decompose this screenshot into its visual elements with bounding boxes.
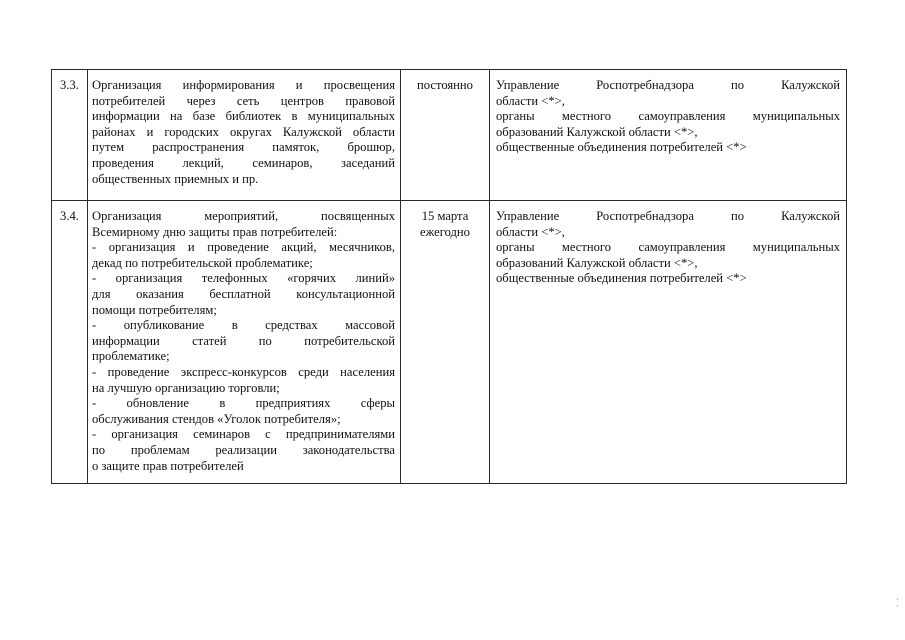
event-line: по проблемам реализации законодательства — [92, 442, 395, 457]
event-line: путем распространения памяток, брошюр, — [92, 140, 395, 155]
table-row — [52, 201, 847, 484]
executor-line: общественные объединения потребителей <*> — [496, 140, 747, 155]
executor-line: органы местного самоуправления муниципальных — [496, 240, 840, 255]
executor-line: области <*>, — [496, 93, 565, 108]
executor-line: Управление Роспотребнадзора по Калужской — [496, 78, 840, 92]
event-term — [401, 201, 490, 484]
event-line: - проведение экспресс-конкурсов среди населения — [92, 364, 395, 379]
event-line: информации на базе библиотек в муниципальных — [92, 109, 395, 124]
event-line: помощи потребителям; — [92, 302, 217, 317]
table-row — [52, 70, 847, 201]
event-line: Организация информирования и просвещения — [92, 78, 395, 92]
event-line: - организация и проведение акций, месячников, — [92, 240, 395, 255]
executor-line: образований Калужской области <*>, — [496, 255, 698, 270]
term-line: постоянно — [417, 78, 473, 92]
event-line: декад по потребительской проблематике; — [92, 255, 313, 270]
event-line: потребителей через сеть центров правовой — [92, 93, 395, 108]
event-description — [88, 201, 401, 484]
event-description — [88, 70, 401, 201]
event-line: - организация телефонных «горячих линий» — [92, 271, 395, 286]
event-line: на лучшую организацию торговли; — [92, 380, 280, 395]
event-line: информации статей по потребительской — [92, 333, 395, 348]
event-line: Всемирному дню защиты прав потребителей: — [92, 224, 338, 239]
event-line: проведения лекций, семинаров, заседаний — [92, 155, 395, 170]
executor-line: общественные объединения потребителей <*> — [496, 271, 747, 286]
event-line: - опубликование в средствах массовой — [92, 318, 395, 333]
event-line: для оказания бесплатной консультационной — [92, 286, 395, 301]
event-line: общественных приемных и пр. — [92, 171, 259, 186]
item-number: 3.3. — [52, 70, 88, 201]
executor-line: Управление Роспотребнадзора по Калужской — [496, 209, 840, 223]
event-line: - организация семинаров с предпринимателями — [92, 427, 395, 442]
event-line: Организация мероприятий, посвященных — [92, 209, 395, 223]
event-executors — [490, 70, 847, 201]
event-term — [401, 70, 490, 201]
term-line: 15 марта — [421, 209, 469, 223]
event-line: обслуживания стендов «Уголок потребителя»; — [92, 411, 341, 426]
event-line: - обновление в предприятиях сферы — [92, 396, 395, 411]
measures-table — [51, 69, 847, 484]
scan-margin-mark: · · — [896, 595, 899, 611]
executor-line: органы местного самоуправления муниципальных — [496, 109, 840, 124]
event-executors — [490, 201, 847, 484]
event-line: проблематике; — [92, 349, 170, 364]
executor-line: области <*>, — [496, 224, 565, 239]
event-line: районах и городских округах Калужской области — [92, 124, 395, 139]
term-line: ежегодно — [420, 224, 470, 239]
executor-line: образований Калужской области <*>, — [496, 124, 698, 139]
item-number: 3.4. — [52, 201, 88, 484]
event-line: о защите прав потребителей — [92, 458, 244, 473]
